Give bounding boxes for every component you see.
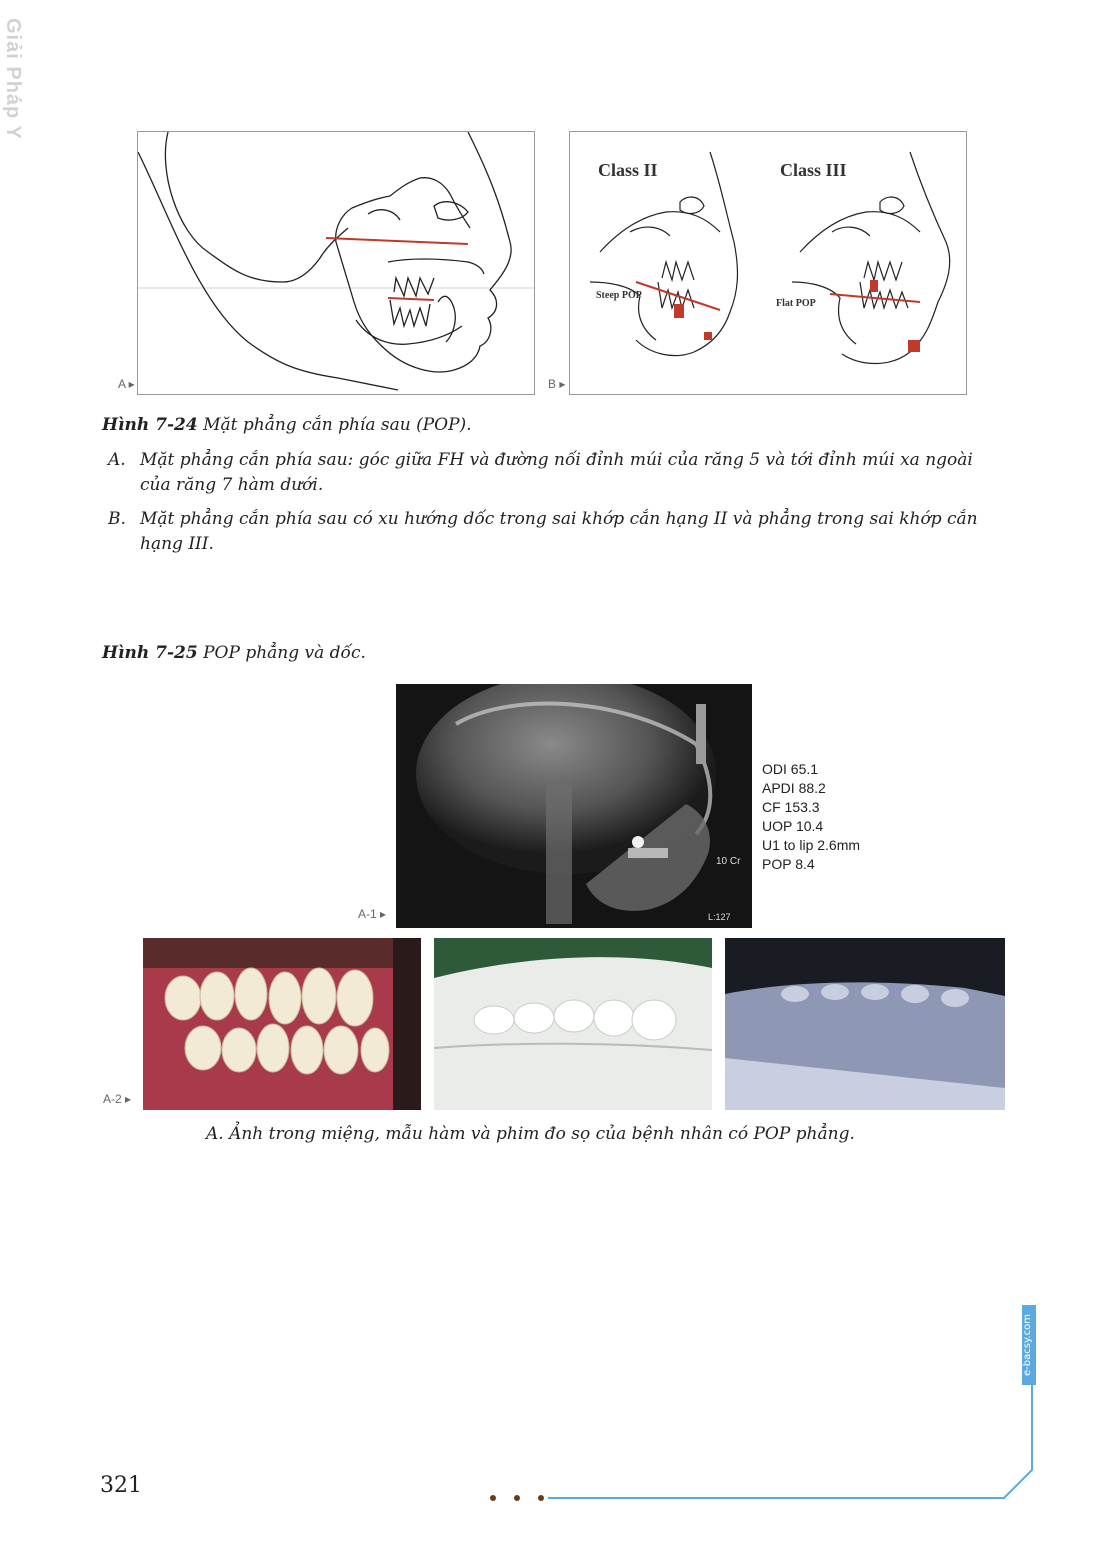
measurement: ODI 65.1 [762,761,819,777]
measurement: APDI 88.2 [762,780,826,796]
panel-a2-label: A-2 ▸ [103,1092,132,1106]
site-tag [1022,1305,1036,1385]
class-ii-label: Class II [598,160,658,180]
caption-text: Mặt phẳng cắn phía sau (POP). [197,415,472,435]
footer-dot [538,1495,544,1501]
dental-cast-side-photo [725,938,1005,1110]
figure-7-24-caption [102,415,472,435]
footer-dot [514,1495,520,1501]
cephalometric-tracing-a [138,132,534,394]
dental-cast-photo [434,938,712,1110]
flat-pop-label: Flat POP [776,298,816,309]
site-tag-text: e-bacsy.com [1022,1314,1033,1376]
list-marker: A. [108,450,126,470]
list-item [108,448,1008,500]
class-iii-label: Class III [780,160,847,180]
panel-b-label: B ▸ [548,377,566,391]
xray-image [396,684,752,928]
caption-number: Hình 7-25 [102,643,198,663]
panel-a-label: A ▸ [118,377,135,391]
cephalometric-xray [396,684,752,928]
page-number: 321 [100,1473,142,1498]
measurement: U1 to lip 2.6mm [762,837,861,853]
figure-7-24-panel-b [548,131,967,395]
steep-pop-label: Steep POP [596,290,642,301]
corner-text: L:127 [708,912,731,922]
panel-a1-label: A-1 ▸ [358,907,387,921]
measurement: CF 153.3 [762,799,820,815]
measurements-list [762,760,860,874]
caption-number: Hình 7-24 [102,415,198,435]
list-text: Mặt phẳng cắn phía sau có xu hướng dốc trong sai khớp cắn hạng II và phẳng trong sai khớp cắn hạng III. [140,509,978,554]
list-marker: B. [108,509,126,529]
footer-dot [490,1495,496,1501]
figure-7-25-subcaption: A. Ảnh trong miệng, mẫu hàm và phim đo sọ của bệnh nhân có POP phẳng. [206,1124,855,1144]
side-brand-text: Giải Pháp Y [2,18,24,140]
list-item [108,507,1008,559]
figure-7-24-panel-a [118,131,535,395]
list-text: Mặt phẳng cắn phía sau: góc giữa FH và đường nối đỉnh múi của răng 5 và tới đỉnh múi xa ngoài của răng 7 hàm dưới. [140,450,973,495]
scale-text: 10 Cr [716,856,741,867]
caption-text: POP phẳng và dốc. [197,643,366,663]
figure-7-25-caption [102,643,366,663]
measurement: UOP 10.4 [762,818,824,834]
intraoral-photo [143,938,421,1110]
measurement: POP 8.4 [762,856,815,872]
